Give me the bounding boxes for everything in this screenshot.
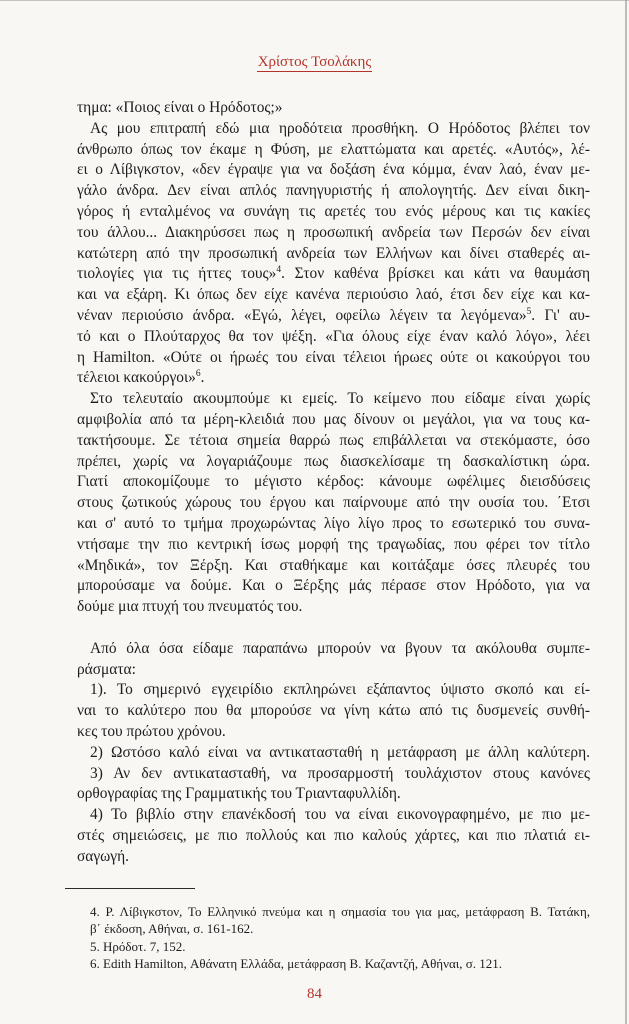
body-line: κες του πρώτου χρόνου. [77, 722, 226, 740]
body-line: τημα: «Ποιος είναι ο Ηρόδοτος;» [77, 99, 283, 116]
body-line-text: . Γι' αυ- [531, 306, 590, 324]
body-line [77, 264, 590, 285]
body-line: η Hamilton. «Ούτε οι ήρωές του είναι τέλειοι ήρωες ούτε οι κακούργοι του [77, 348, 590, 366]
body-line: ντήσαμε την πιο κεντρική ίσως μορφή της τραγωδίας, που φέρει τον τίτλο [77, 535, 590, 553]
body-line: στές σημειώσεις, με πιο πολλούς και πιο καλούς χάρτες, και πιο πλατιά ει- [77, 826, 590, 844]
body-line-text: . Στον καθένα βρίσκει και κάτι να θαυμάση [281, 265, 590, 283]
list-item [77, 764, 590, 806]
body-line: αμφιβολία από τα μέρη-κλειδιά που μας δίνουν οι μεγάλοι, για να τους κα- [77, 410, 590, 428]
body-line: γόρος ή ενταλμένος να συνάγη τις αρετές του ενός μέρους και τις κακίες [77, 202, 590, 220]
body-line: και σ' αυτό το τμήμα προχωρώντας λίγο λίγο προς το εσωτερικό του συνα- [77, 514, 590, 532]
body-line: τό και ο Πλούταρχος θα τον ψέξη. «Για όλους είχε έναν καλό λόγο», λέει [77, 327, 590, 345]
body-text [77, 98, 590, 867]
body-line: σαγωγή. [77, 847, 129, 865]
body-line: γάλο άνδρα. Δεν είναι απλός πανηγυριστής ή απολογητής. Δεν είναι δικη- [77, 182, 590, 200]
paragraph [77, 98, 590, 119]
list-item [77, 805, 590, 867]
body-line: 1). Το σημερινό εγχειρίδιο εκπληρώνει εξάπαντος ύψιστο σκοπό και εί- [90, 681, 590, 699]
body-line: μπορούσαμε να δούμε. Και ο Ξέρξης μάς πέρασε στον Ηρόδοτο, για να [77, 577, 590, 595]
footnotes [90, 903, 590, 973]
body-line: πρέπει, χωρίς να λογαριάζουμε πως διασκελίσαμε τη δασκαλίστικη ώρα. [77, 452, 590, 470]
footnote [90, 938, 590, 955]
body-line-text: τέλειοι κακούργοι» [77, 369, 196, 387]
paragraph [77, 389, 590, 618]
footnote-ref: 4 [276, 265, 282, 276]
footnote-line: 5. Ηρόδοτ. 7, 152. [90, 938, 186, 954]
body-line: ορθογραφίας της Γραμματικής του Τριανταφυλλίδη. [77, 785, 401, 803]
body-line: Στο τελευταίο ακουμπούμε κι εμείς. Το κείμενο που είδαμε είναι χωρίς [90, 390, 590, 408]
footnote-ref: 5 [526, 306, 532, 317]
running-head [0, 52, 629, 72]
list-item [77, 743, 590, 764]
footnote-rule [65, 888, 195, 889]
body-line: ράσματα: [77, 660, 136, 678]
body-line-text: τιολογίες για τις ήττες τους» [77, 265, 277, 283]
footnote-line: 4. Ρ. Λίβιγκστον, Το Ελληνικό πνεύμα και η σημασία του για μας, μετάφραση Β. Τατάκη, [90, 904, 590, 919]
list-item [77, 680, 590, 742]
body-line-text: . [200, 369, 205, 387]
body-line: 4) Το βιβλίο στην επανέκδοσή του να είναι εικονογραφημένο, με πιο με- [90, 806, 590, 824]
scan-edge [0, 0, 629, 1]
paragraph [77, 119, 590, 389]
body-line: τακτήσουμε. Σε τέτοια σημεία θαρρώ πως επιβάλλεται να στεκόμαστε, όσο [77, 431, 590, 449]
body-line: στους ζωτικούς χώρους του έργου και παίρνουμε από την ουσία του. ΄Ετσι [77, 494, 590, 512]
body-line: και να εξάρη. Κι όπως δεν είχε κανένα περιούσιο λαό, έτσι δεν είχε και κα- [77, 286, 590, 304]
paragraph [77, 639, 590, 681]
body-line [77, 306, 590, 327]
body-line: Από όλα όσα είδαμε παραπάνω μπορούν να βγουν τα ακόλουθα συμπε- [90, 639, 590, 657]
footnote-line: β΄ έκδοση, Αθήναι, σ. 161-162. [90, 921, 254, 937]
body-line: Ας μου επιτραπή εδώ μια ηροδότεια προσθήκη. Ο Ηρόδοτος βλέπει τον [90, 119, 590, 137]
scan-edge [625, 0, 627, 1024]
body-line: Γιατί αποκομίζουμε το μέγιστο κέρδος: κάνουμε ωφέλιμες διεισδύσεις [77, 473, 590, 491]
body-line: 3) Αν δεν αντικατασταθή, να προσαρμοστή τουλάχιστον στους κανόνες [90, 764, 590, 782]
body-line: ναι το καλύτερο που θα μπορούσε να γίνη κάτω από τις δυσμενείς συνθή- [77, 702, 590, 720]
body-line: ει ο Λίβιγκστον, «δεν έγραψε για να δοξάση ένα κόμμα, έναν λαό, έναν με- [77, 161, 590, 179]
body-line: δούμε μια πτυχή του πνευματός του. [77, 598, 303, 616]
body-line: κατώτερη από την προσωπική ανδρεία των Ελλήνων και δίνει σταθερές αι- [77, 244, 590, 262]
body-line: «Μηδικά», τον Ξέρξη. Και σταθήκαμε και κοιτάξαμε όσες πλευρές του [77, 556, 590, 574]
running-head-text: Χρίστος Τσολάκης [257, 54, 372, 70]
body-line [77, 368, 590, 389]
body-line: του άλλου... Διακηρύσσει πως η προσωπική ανδρεία των Περσών δεν είναι [77, 223, 590, 241]
body-line-text: νέναν περιούσιο άνδρα. «Εγώ, λέγει, οφείλω λέγειν τα λεγόμενα» [77, 306, 527, 324]
footnote [90, 955, 590, 972]
footnote [90, 903, 590, 938]
body-line: άνθρωπο όπως τον έκαμε η Φύση, με ελαττώματα και αρετές. «Αυτός», λέ- [77, 140, 590, 158]
footnote-line: 6. Edith Hamilton, Αθάνατη Ελλάδα, μετάφραση Β. Καζαντζή, Αθήναι, σ. 121. [90, 956, 503, 972]
footnote-ref: 6 [195, 369, 201, 380]
body-line: 2) Ωστόσο καλό είναι να αντικατασταθή η μετάφραση με άλλη καλύτερη. [90, 743, 590, 761]
page-number: 84 [307, 986, 322, 1002]
